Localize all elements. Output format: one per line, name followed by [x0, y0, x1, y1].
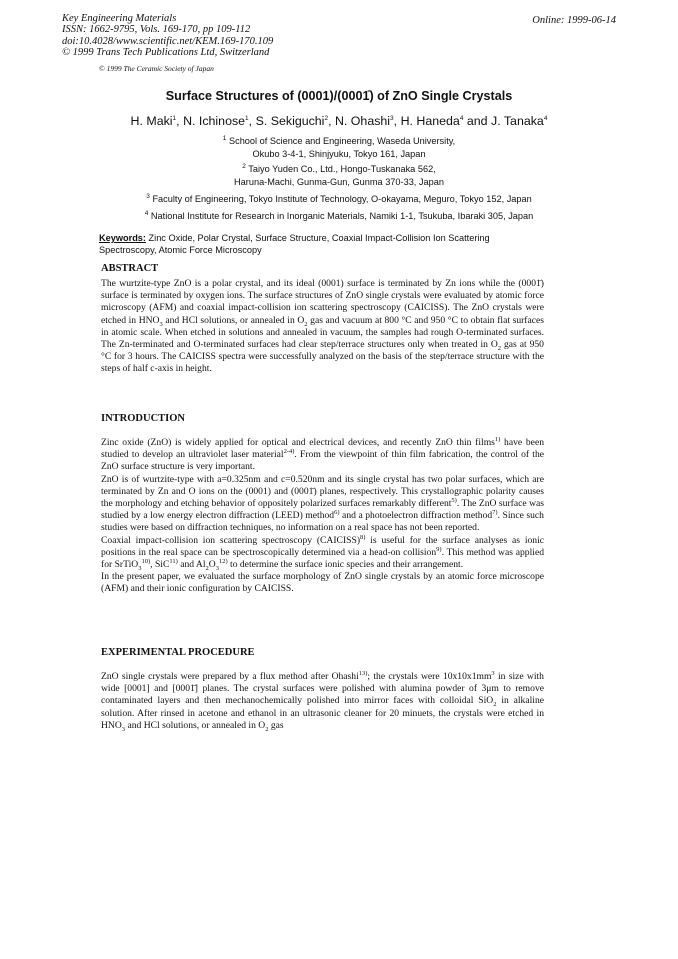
journal-name: Key Engineering Materials — [62, 13, 177, 24]
author: N. Ohashi — [334, 114, 391, 128]
affiliation-3: $^3$ Faculty of Engineering, Tokyo Institute of Technology, O-okayama, Meguro, Tokyo 152, Japan — [146, 192, 532, 204]
copyright-line: © 1999 Trans Tech Publications Ltd, Switzerland — [62, 47, 270, 59]
affiliation-2: $^2$ Taiyo Yuden Co., Ltd., Hongo-Tuskanaka 562, Haruna-Machi, Gunma-Gun, Gunma 370-33, Japan — [234, 162, 444, 187]
online-date: Online: 1999-06-14 — [532, 15, 616, 26]
experimental-body: ZnO single crystals were prepared by a flux method after Ohashi$^{13)}$; the crystals were $10x10x1mm^3$ in size with wide [0001] and [0001̄] planes. The crystal surfaces were polished with alumina powder of 3μm to remove contaminated layers and then mechanochemically polished into mirror faces with colloidal SiO$_2$ in alkaline solution. After rinsed in acetone and ethanol in an ultrasonic cleaner for 20 minuets, the crystals were etched in $HNO_3$ and HCl solutions, or annealed in $O_2$ gas — [101, 669, 544, 733]
author: H. Maki — [130, 114, 173, 128]
keywords-label: Keywords: — [99, 233, 146, 243]
author-affiliation-mark: 1 — [172, 114, 177, 122]
abstract-body: The wurtzite-type ZnO is a polar crystal, and its ideal (0001) surface is terminated by Zn ions while the (0001̄) surface is terminated by oxygen ions. The surface structures of ZnO single crystals were evaluated by atomic force microscopy (AFM) and coaxial impact-collision ion scattering spectroscopy (CAICISS). The ZnO crystals were etched in $HNO_3$ and HCl solutions, or annealed in $O_2$ gas and vacuum at 800 °C and 950 °C to obtain flat surfaces in atomic scale. When etched in solutions and annealed in vacuum, the samples had rough O-terminated surfaces. The Zn-terminated and O-terminated surfaces had clear step/terrace structures only when treated in $O_2$ gas at 950 °C for 3 hours. The CAICISS spectra were successfully analyzed on the basis of the step/terrace structure with the steps of half c-axis in height. — [101, 278, 545, 375]
paper-title: Surface Structures of (0001)/(0001̄) of ZnO Single Crystals — [165, 89, 513, 103]
author-affiliation-mark: 1 — [245, 114, 249, 122]
author: N. Ichinose — [183, 114, 246, 128]
author-list: H. Maki$^1$, N. Ichinose$^1$, S. Sekiguchi$^2$, N. Ohashi$^3$, H. Haneda$^4$ and J. Tanaka$^4$ — [130, 114, 548, 128]
author-affiliation-mark: 3 — [390, 114, 394, 122]
author: S. Sekiguchi — [255, 114, 325, 128]
abstract-heading: ABSTRACT — [101, 263, 159, 274]
affiliation-4: $^4$ National Institute for Research in Inorganic Materials, Namiki 1-1, Tsukuba, Ibaraki 305, Japan — [144, 209, 534, 221]
author-affiliation-mark: 4 — [543, 114, 548, 122]
author-affiliation-mark: 2 — [324, 114, 329, 122]
society-line: © 1999 The Ceramic Society of Japan — [99, 64, 214, 73]
author: J. Tanaka — [491, 114, 544, 128]
introduction-heading: INTRODUCTION — [101, 413, 186, 424]
affiliation-1: $^1$ School of Science and Engineering, Waseda University, Okubo 3-4-1, Shinjyuku, Tokyo 161, Japan — [222, 134, 456, 159]
issn-line: ISSN: 1662-9795, Vols. 169-170, pp 109-112 — [62, 24, 251, 36]
author: H. Haneda — [400, 114, 460, 128]
author-affiliation-mark: 4 — [459, 114, 464, 122]
doi-line: doi:10.4028/www.scientific.net/KEM.169-170.109 — [62, 35, 274, 47]
keywords-text: Zinc Oxide, Polar Crystal, Surface Structure, Coaxial Impact-Collision Ion Scattering Spectroscopy, Atomic Force Microscopy — [99, 233, 490, 255]
introduction-body: Zinc oxide (ZnO) is widely applied for optical and electrical devices, and recently ZnO thin films$^{1)}$ have been studied to develop an ultraviolet laser material$^{2-4)}$. From the viewpoint of thin film fabrication, the control of the ZnO surface structure is very important. ZnO is of wurtzite-type with a=0.325nm and c=0.520nm and its single crystal has two polar surfaces, which are terminated by Zn and O ions on the (0001) and (0001̄) planes, respectively. This crystallographic polarity causes the morphology and etching behavior of oppositely polarized surfaces remarkably different$^{5)}$. The ZnO surface was studied by a low energy electron diffraction (LEED) method$^{6)}$ and a photoelectron diffraction method$^{7)}$. Since such studies were based on diffraction techniques, no information on a real space has not been reported. Coaxial impact-collision ion scattering spectroscopy (CAICISS)$^{8)}$ is useful for the surface analyses as ionic positions in the real space can be spectroscopically determined via a head-on collision$^{9)}$. This method was applied for SrTiO$_3^{10)}$, SiC$^{11)}$ and $Al_2O_3^{12)}$ to determine the surface ionic species and their arrangement. In the present paper, we evaluated the surface morphology of ZnO single crystals by an atomic force microscope (AFM) and their ionic configuration by CAICISS. — [101, 435, 545, 595]
experimental-heading: EXPERIMENTAL PROCEDURE — [101, 647, 255, 658]
keywords — [99, 232, 549, 256]
